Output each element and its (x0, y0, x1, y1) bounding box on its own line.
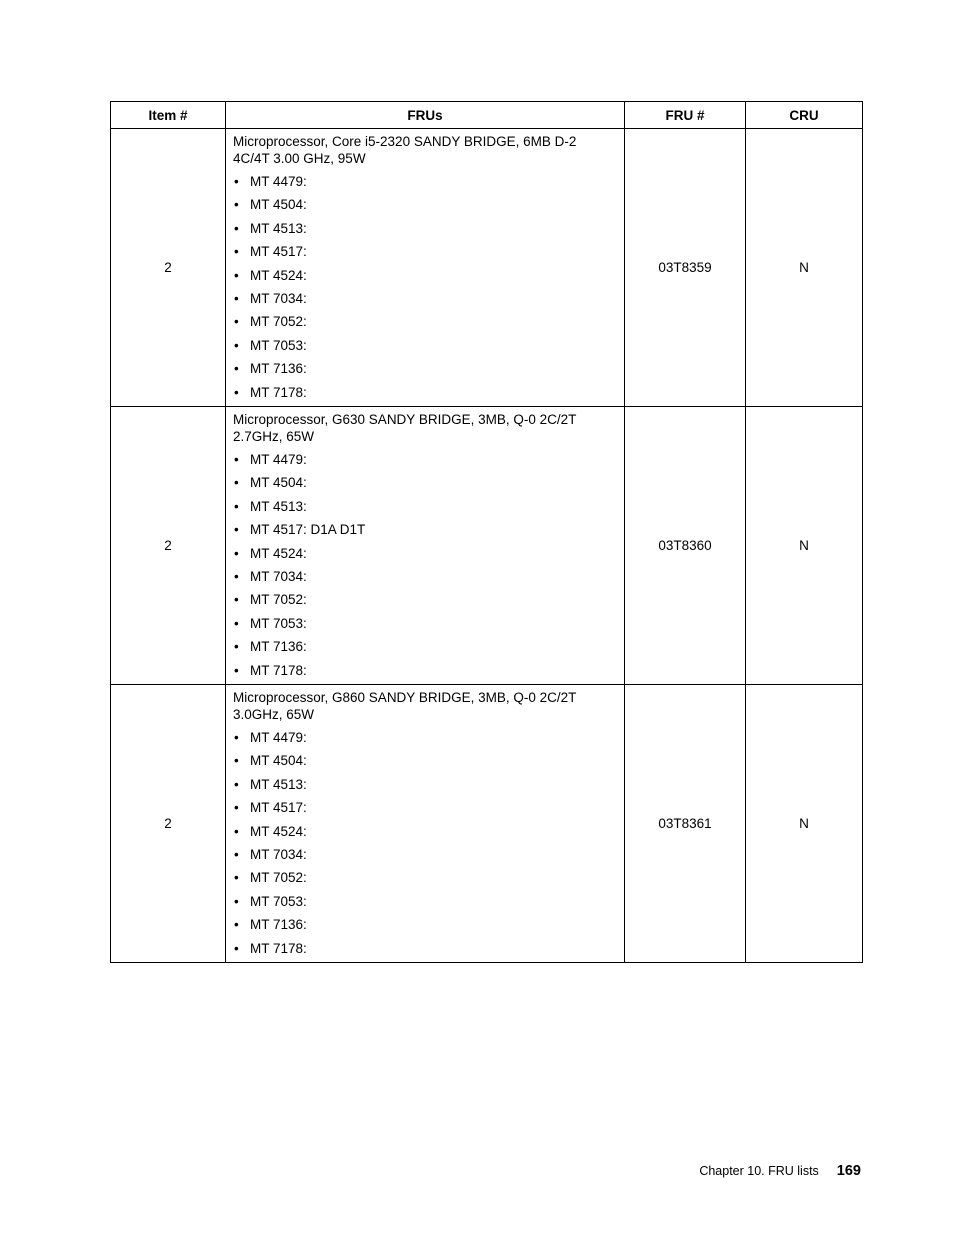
machine-type-label: MT 4513: (250, 776, 307, 792)
machine-type-label: MT 7178: (250, 940, 307, 956)
bullet-icon: • (234, 220, 239, 236)
list-item (233, 775, 616, 798)
chapter-title: Chapter 10. FRU lists (699, 1164, 819, 1178)
fru-number-cell: 03T8361 (625, 685, 746, 963)
fru-description: Microprocessor, Core i5-2320 SANDY BRIDGE, 6MB D-2 4C/4T 3.00 GHz, 95W (233, 134, 577, 166)
list-item (233, 497, 616, 520)
machine-type-label: MT 4517: (250, 244, 307, 260)
machine-type-list (233, 728, 616, 962)
machine-type-label: MT 4479: (250, 174, 307, 189)
fru-description: Microprocessor, G630 SANDY BRIDGE, 3MB, Q-0 2C/2T 2.7GHz, 65W (233, 412, 577, 444)
table-row (111, 685, 863, 963)
machine-type-label: MT 4479: (250, 730, 307, 745)
bullet-icon: • (234, 314, 239, 330)
machine-type-label: MT 7052: (250, 314, 307, 330)
machine-type-label: MT 4504: (250, 753, 307, 769)
list-item (233, 728, 616, 751)
fru-description-cell (226, 407, 625, 685)
list-item (233, 289, 616, 312)
list-item (233, 520, 616, 543)
machine-type-label: MT 7034: (250, 290, 307, 306)
bullet-icon: • (234, 267, 239, 283)
bullet-icon: • (234, 662, 239, 678)
list-item (233, 266, 616, 289)
list-item (233, 195, 616, 218)
machine-type-label: MT 7034: (250, 846, 307, 862)
bullet-icon: • (234, 545, 239, 561)
bullet-icon: • (234, 753, 239, 769)
bullet-icon: • (234, 615, 239, 631)
machine-type-list (233, 450, 616, 684)
bullet-icon: • (234, 174, 239, 189)
bullet-icon: • (234, 893, 239, 909)
bullet-icon: • (234, 384, 239, 400)
list-item (233, 798, 616, 821)
table-header-row (111, 102, 863, 129)
cru-cell: N (746, 685, 863, 963)
cru-cell: N (746, 407, 863, 685)
fru-number-cell: 03T8359 (625, 129, 746, 407)
machine-type-label: MT 7178: (250, 384, 307, 400)
list-item (233, 473, 616, 496)
item-number-cell: 2 (111, 685, 226, 963)
header-frus: FRUs (226, 102, 625, 129)
list-item (233, 544, 616, 567)
machine-type-list (233, 172, 616, 406)
page-number: 169 (836, 1163, 861, 1179)
list-item (233, 219, 616, 242)
fru-number-cell: 03T8360 (625, 407, 746, 685)
list-item (233, 242, 616, 265)
machine-type-label: MT 7178: (250, 662, 307, 678)
list-item (233, 892, 616, 915)
bullet-icon: • (234, 730, 239, 745)
bullet-icon: • (234, 498, 239, 514)
machine-type-label: MT 4524: (250, 823, 307, 839)
machine-type-label: MT 4524: (250, 267, 307, 283)
machine-type-label: MT 7136: (250, 361, 307, 377)
fru-description-cell (226, 685, 625, 963)
list-item (233, 939, 616, 962)
machine-type-label: MT 7136: (250, 639, 307, 655)
bullet-icon: • (234, 475, 239, 491)
machine-type-label: MT 7136: (250, 917, 307, 933)
table-row (111, 407, 863, 685)
list-item (233, 567, 616, 590)
list-item (233, 359, 616, 382)
cru-cell: N (746, 129, 863, 407)
list-item (233, 751, 616, 774)
list-item (233, 312, 616, 335)
bullet-icon: • (234, 846, 239, 862)
machine-type-label: MT 4479: (250, 452, 307, 467)
table-body (111, 129, 863, 963)
bullet-icon: • (234, 522, 239, 538)
machine-type-label: MT 7034: (250, 568, 307, 584)
list-item (233, 614, 616, 637)
list-item (233, 845, 616, 868)
bullet-icon: • (234, 917, 239, 933)
header-cru: CRU (746, 102, 863, 129)
bullet-icon: • (234, 337, 239, 353)
table-row (111, 129, 863, 407)
machine-type-label: MT 7053: (250, 337, 307, 353)
list-item (233, 336, 616, 359)
bullet-icon: • (234, 568, 239, 584)
list-item (233, 868, 616, 891)
item-number-cell: 2 (111, 129, 226, 407)
bullet-icon: • (234, 940, 239, 956)
machine-type-label: MT 4517: D1A D1T (250, 522, 366, 538)
list-item (233, 915, 616, 938)
machine-type-label: MT 7053: (250, 615, 307, 631)
list-item (233, 590, 616, 613)
list-item (233, 450, 616, 473)
bullet-icon: • (234, 290, 239, 306)
machine-type-label: MT 7052: (250, 870, 307, 886)
bullet-icon: • (234, 592, 239, 608)
bullet-icon: • (234, 361, 239, 377)
machine-type-label: MT 4517: (250, 800, 307, 816)
machine-type-label: MT 4524: (250, 545, 307, 561)
machine-type-label: MT 4513: (250, 220, 307, 236)
bullet-icon: • (234, 244, 239, 260)
fru-description: Microprocessor, G860 SANDY BRIDGE, 3MB, Q-0 2C/2T 3.0GHz, 65W (233, 690, 577, 722)
header-fru-number: FRU # (625, 102, 746, 129)
machine-type-label: MT 4513: (250, 498, 307, 514)
bullet-icon: • (234, 823, 239, 839)
list-item (233, 822, 616, 845)
bullet-icon: • (234, 452, 239, 467)
bullet-icon: • (234, 197, 239, 213)
bullet-icon: • (234, 639, 239, 655)
page-footer (699, 1163, 861, 1179)
list-item (233, 661, 616, 684)
list-item (233, 383, 616, 406)
header-item-number: Item # (111, 102, 226, 129)
item-number-cell: 2 (111, 407, 226, 685)
bullet-icon: • (234, 776, 239, 792)
fru-description-cell (226, 129, 625, 407)
machine-type-label: MT 4504: (250, 475, 307, 491)
machine-type-label: MT 7052: (250, 592, 307, 608)
bullet-icon: • (234, 870, 239, 886)
bullet-icon: • (234, 800, 239, 816)
list-item (233, 172, 616, 195)
list-item (233, 637, 616, 660)
fru-table (110, 101, 863, 963)
machine-type-label: MT 4504: (250, 197, 307, 213)
machine-type-label: MT 7053: (250, 893, 307, 909)
